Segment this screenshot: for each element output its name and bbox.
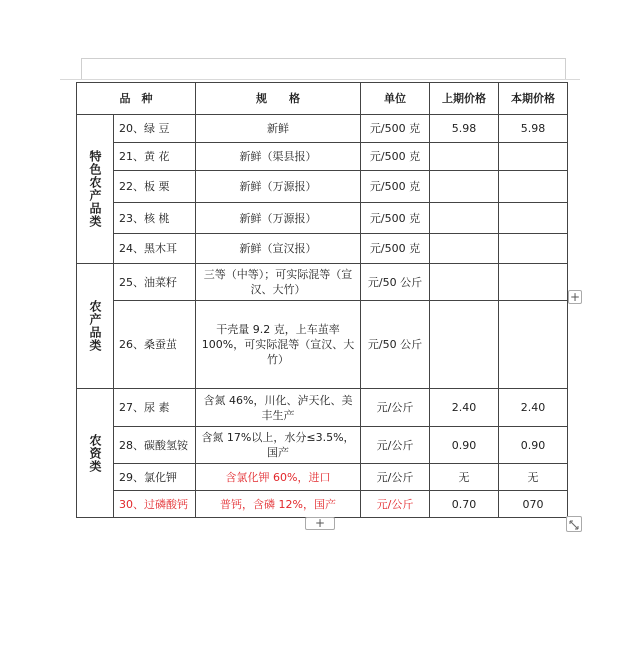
item-name: 26、桑蚕茧 (114, 301, 196, 389)
table-row (77, 171, 568, 203)
item-curr-price: 070 (499, 491, 568, 518)
item-unit: 元/公斤 (361, 427, 430, 464)
item-prev-price: 无 (430, 464, 499, 491)
item-curr-price (499, 171, 568, 203)
item-name: 28、碳酸氢铵 (114, 427, 196, 464)
category-cell (77, 264, 114, 389)
item-spec: 干壳量 9.2 克，上车茧率 100%，可实际混等（宣汉、大竹） (196, 301, 361, 389)
table-row (77, 464, 568, 491)
item-name: 25、油菜籽 (114, 264, 196, 301)
add-row-button[interactable]: + (305, 517, 335, 530)
item-name: 22、板 栗 (114, 171, 196, 203)
item-curr-price (499, 301, 568, 389)
item-prev-price: 2.40 (430, 389, 499, 427)
category-label: 特色农产品类 (88, 150, 102, 228)
item-prev-price: 0.90 (430, 427, 499, 464)
table-row (77, 491, 568, 518)
table-row (77, 427, 568, 464)
header-prev-price: 上期价格 (430, 83, 499, 115)
item-unit: 元/公斤 (361, 491, 430, 518)
item-prev-price: 0.70 (430, 491, 499, 518)
item-curr-price (499, 234, 568, 264)
table-row (77, 301, 568, 389)
item-unit: 元/500 克 (361, 234, 430, 264)
header-spec: 规 格 (196, 83, 361, 115)
item-name: 23、核 桃 (114, 203, 196, 234)
table-row (77, 115, 568, 143)
page-header-area (81, 58, 566, 80)
item-spec: 新鲜（万源报） (196, 171, 361, 203)
item-prev-price (430, 264, 499, 301)
item-prev-price (430, 171, 499, 203)
item-curr-price (499, 264, 568, 301)
item-spec: 新鲜（万源报） (196, 203, 361, 234)
item-unit: 元/公斤 (361, 389, 430, 427)
item-spec: 含氯化钾 60%，进口 (196, 464, 361, 491)
item-curr-price: 2.40 (499, 389, 568, 427)
item-curr-price: 0.90 (499, 427, 568, 464)
item-unit: 元/50 公斤 (361, 301, 430, 389)
item-prev-price: 5.98 (430, 115, 499, 143)
table-row (77, 203, 568, 234)
header-curr-price: 本期价格 (499, 83, 568, 115)
item-spec: 新鲜 (196, 115, 361, 143)
table-header-row (77, 83, 568, 115)
category-label: 农资类 (88, 433, 102, 473)
item-spec: 含氮 17%以上，水分≤3.5%，国产 (196, 427, 361, 464)
item-curr-price (499, 143, 568, 171)
item-spec: 三等（中等）；可实际混等（宣汉、大竹） (196, 264, 361, 301)
item-name: 20、绿 豆 (114, 115, 196, 143)
item-unit: 元/500 克 (361, 115, 430, 143)
price-table (76, 82, 568, 518)
item-name: 27、尿 素 (114, 389, 196, 427)
item-prev-price (430, 143, 499, 171)
table-row (77, 389, 568, 427)
item-spec: 新鲜（渠县报） (196, 143, 361, 171)
item-prev-price (430, 203, 499, 234)
item-name: 29、氯化钾 (114, 464, 196, 491)
item-prev-price (430, 301, 499, 389)
item-spec: 含氮 46%，川化、泸天化、美丰生产 (196, 389, 361, 427)
item-curr-price: 无 (499, 464, 568, 491)
table-row (77, 143, 568, 171)
item-name: 21、黄 花 (114, 143, 196, 171)
table-row (77, 264, 568, 301)
table-resize-handle[interactable] (566, 516, 582, 532)
item-name: 30、过磷酸钙 (114, 491, 196, 518)
item-unit: 元/500 克 (361, 203, 430, 234)
add-column-button[interactable]: + (569, 290, 581, 304)
item-prev-price (430, 234, 499, 264)
category-cell (77, 389, 114, 518)
item-unit: 元/500 克 (361, 143, 430, 171)
item-unit: 元/公斤 (361, 464, 430, 491)
header-unit: 单位 (361, 83, 430, 115)
item-unit: 元/50 公斤 (361, 264, 430, 301)
item-curr-price (499, 203, 568, 234)
item-unit: 元/500 克 (361, 171, 430, 203)
item-curr-price: 5.98 (499, 115, 568, 143)
header-variety: 品 种 (77, 83, 196, 115)
item-name: 24、黑木耳 (114, 234, 196, 264)
item-spec: 新鲜（宣汉报） (196, 234, 361, 264)
item-spec: 普钙，含磷 12%，国产 (196, 491, 361, 518)
category-cell (77, 115, 114, 264)
category-label: 农产品类 (88, 300, 102, 352)
header-divider (60, 79, 580, 80)
resize-icon (567, 518, 581, 532)
table-row (77, 234, 568, 264)
